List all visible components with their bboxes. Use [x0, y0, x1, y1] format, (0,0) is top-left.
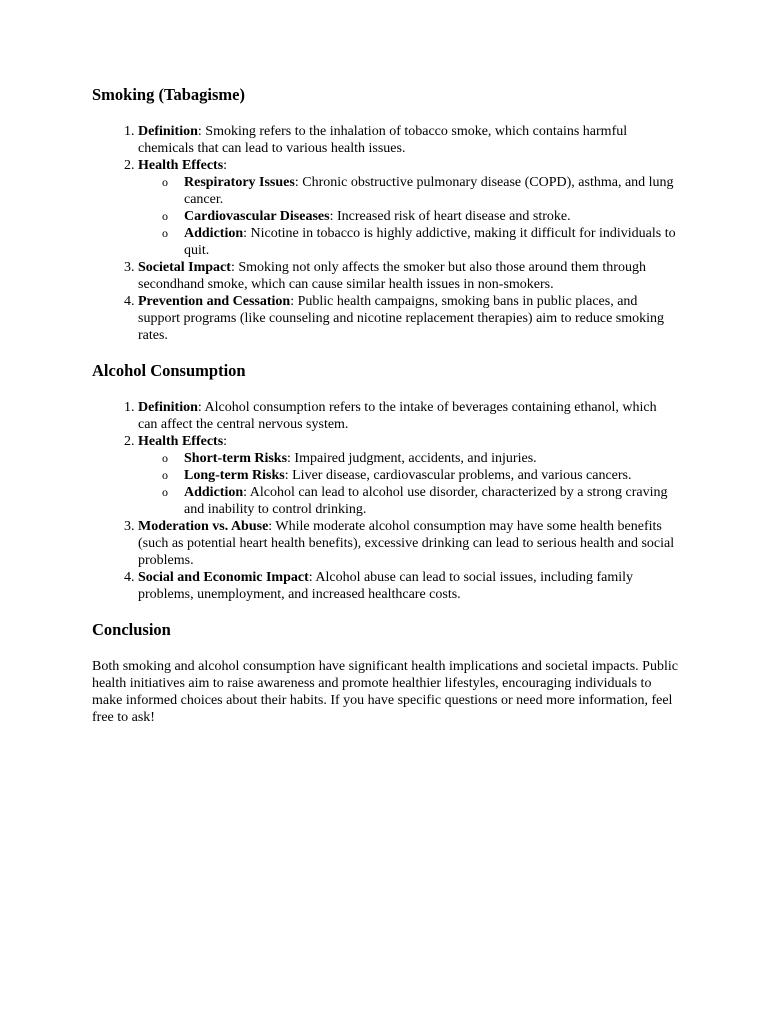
- item-text: : Liver disease, cardiovascular problems, and various cancers.: [284, 468, 632, 483]
- item-text: : Alcohol abuse can lead to social issues, including family problems, unemployment, and increased healthcare costs.: [138, 570, 633, 602]
- list-item: [138, 157, 678, 259]
- item-text: : Alcohol can lead to alcohol use disorder, characterized by a strong craving and inability to control drinking.: [184, 485, 668, 517]
- item-text: : Nicotine in tobacco is highly addictive, making it difficult for individuals to quit.: [184, 226, 676, 258]
- section-heading-alcohol: Alcohol Consumption: [92, 361, 246, 380]
- list-item: [138, 293, 678, 344]
- item-term: Societal Impact: [138, 260, 231, 275]
- conclusion-section: [92, 619, 678, 726]
- item-term: Social and Economic Impact: [138, 570, 309, 585]
- section-heading-conclusion: Conclusion: [92, 620, 171, 639]
- alcohol-list: [92, 399, 678, 603]
- item-term: Health Effects: [138, 434, 224, 449]
- item-text: : Impaired judgment, accidents, and injuries.: [287, 451, 537, 466]
- item-term: Respiratory Issues: [184, 175, 295, 190]
- list-item: [138, 518, 678, 569]
- item-term: Definition: [138, 124, 198, 139]
- sub-list-item: [184, 174, 678, 208]
- item-text: : Increased risk of heart disease and stroke.: [329, 209, 571, 224]
- item-text: :: [223, 158, 228, 173]
- list-item: [138, 399, 678, 433]
- conclusion-paragraph: Both smoking and alcohol consumption have significant health implications and societal impacts. Public health initiatives aim to raise awareness and promote healthier lifestyles, encouraging individuals to make informed choices about their habits. If you have specific questions or need more information, feel free to ask!: [92, 659, 678, 725]
- item-text: : Smoking not only affects the smoker but also those around them through secondhand smoke, which can cause similar health issues in non-smokers.: [138, 260, 646, 292]
- item-term: Prevention and Cessation: [138, 294, 291, 309]
- item-text: :: [223, 434, 228, 449]
- section-heading-smoking: Smoking (Tabagisme): [92, 85, 245, 104]
- sub-list-item: [184, 208, 678, 225]
- sub-list-item: [184, 467, 678, 484]
- item-term: Short-term Risks: [184, 451, 288, 466]
- sub-list-item: [184, 450, 678, 467]
- item-term: Definition: [138, 400, 198, 415]
- item-term: Cardiovascular Diseases: [184, 209, 330, 224]
- sub-list-item: [184, 225, 678, 259]
- item-text: : While moderate alcohol consumption may have some health benefits (such as potential heart health benefits), excessive drinking can lead to serious health and social problems.: [138, 519, 675, 568]
- item-text: : Alcohol consumption refers to the intake of beverages containing ethanol, which can affect the central nervous system.: [138, 400, 657, 432]
- item-text: : Chronic obstructive pulmonary disease (COPD), asthma, and lung cancer.: [184, 175, 674, 207]
- smoking-list: [92, 123, 678, 344]
- list-item: [138, 569, 678, 603]
- list-item: [138, 259, 678, 293]
- item-term: Addiction: [184, 226, 244, 241]
- item-text: : Smoking refers to the inhalation of tobacco smoke, which contains harmful chemicals that can lead to various health issues.: [138, 124, 628, 156]
- item-term: Moderation vs. Abuse: [138, 519, 269, 534]
- smoking-section: [92, 84, 678, 344]
- list-item: [138, 433, 678, 518]
- item-term: Long-term Risks: [184, 468, 285, 483]
- item-text: : Public health campaigns, smoking bans in public places, and support programs (like counseling and nicotine replacement therapies) aim to reduce smoking rates.: [138, 294, 665, 343]
- list-item: [138, 123, 678, 157]
- alcohol-section: [92, 360, 678, 603]
- item-term: Health Effects: [138, 158, 224, 173]
- sub-list-item: [184, 484, 678, 518]
- sub-list: [138, 450, 678, 518]
- item-term: Addiction: [184, 485, 244, 500]
- sub-list: [138, 174, 678, 259]
